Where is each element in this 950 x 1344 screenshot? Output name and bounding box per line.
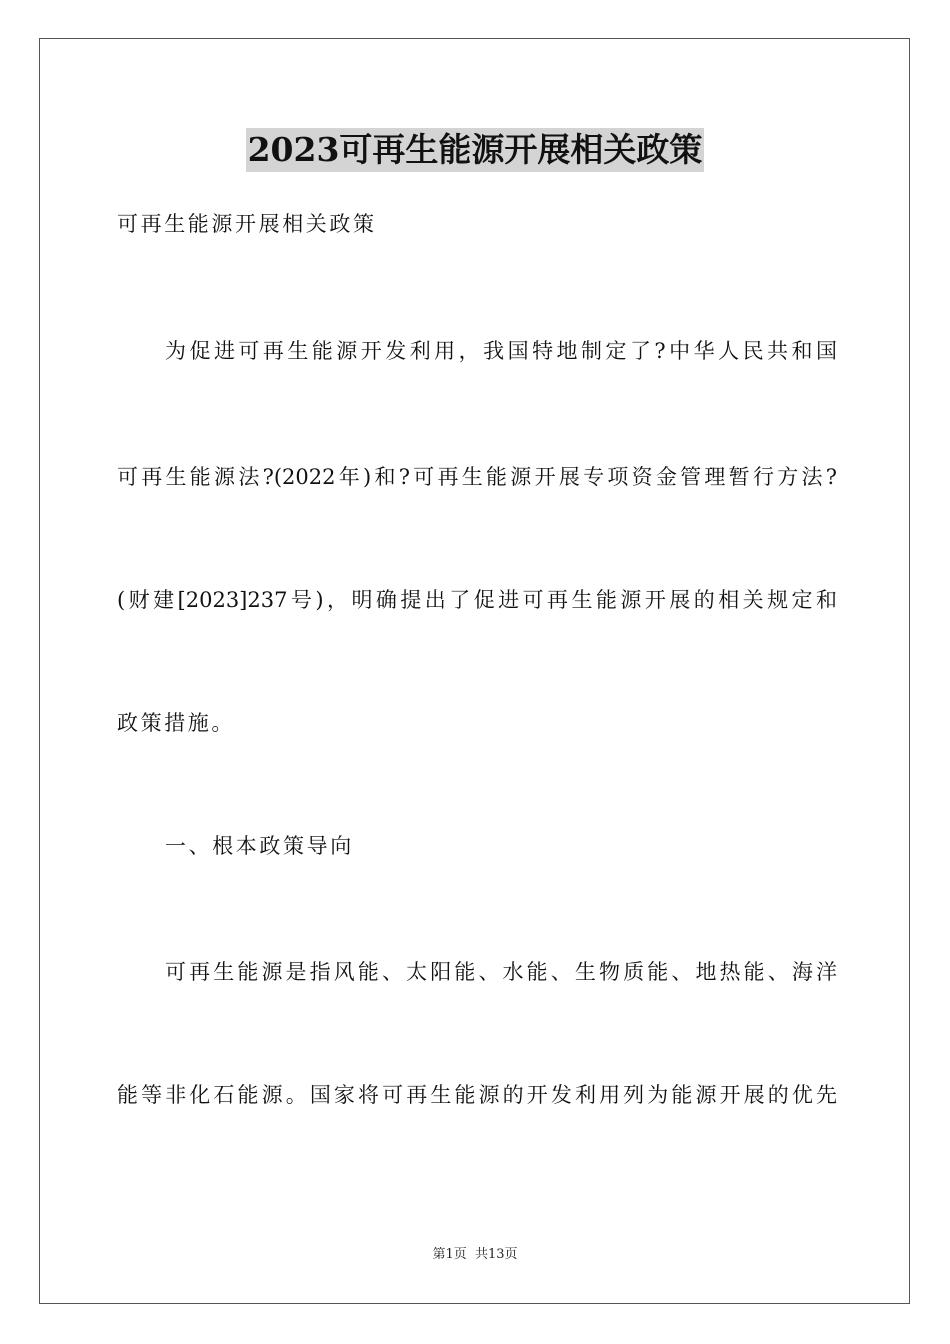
paragraph-2-line-1: 可再生能源是指风能、太阳能、水能、生物质能、地热能、海洋 bbox=[165, 960, 837, 984]
paragraph-1-line-2: 可再生能源法?(2022年)和?可再生能源开展专项资金管理暂行方法? bbox=[117, 465, 837, 489]
document-title bbox=[0, 128, 950, 172]
paragraph-1-line-1: 为促进可再生能源开发利用，我国特地制定了?中华人民共和国 bbox=[165, 339, 837, 363]
page-footer bbox=[0, 1246, 950, 1264]
paragraph-1-line-3: (财建[2023]237号)，明确提出了促进可再生能源开展的相关规定和 bbox=[117, 588, 837, 612]
section-1-heading: 一、根本政策导向 bbox=[165, 834, 354, 858]
paragraph-2-line-2: 能等非化石能源。国家将可再生能源的开发利用列为能源开展的优先 bbox=[117, 1083, 837, 1107]
document-subtitle: 可再生能源开展相关政策 bbox=[117, 212, 377, 236]
page-total: 共13页 bbox=[474, 1247, 518, 1262]
document-title-text: 2023可再生能源开展相关政策 bbox=[246, 128, 705, 172]
page-number: 第1页 bbox=[432, 1247, 467, 1262]
paragraph-1-line-4: 政策措施。 bbox=[117, 711, 235, 735]
